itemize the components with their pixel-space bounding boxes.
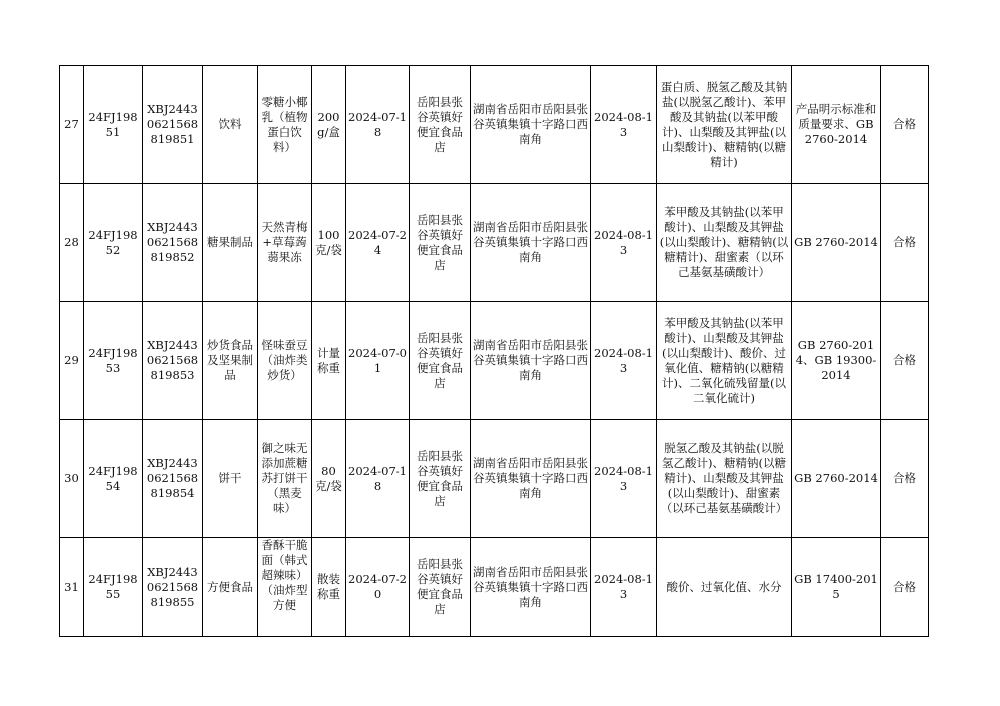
cell-date: 2024-07-18	[346, 420, 410, 538]
cell-address: 湖南省岳阳市岳阳县张谷英镇集镇十字路口西南角	[471, 184, 591, 302]
cell-store: 岳阳县张谷英镇好便宜食品店	[410, 538, 471, 637]
cell-category: 炒货食品及坚果制品	[203, 302, 258, 420]
cell-items: 苯甲酸及其钠盐(以苯甲酸计)、山梨酸及其钾盐(以山梨酸计)、酸价、过氧化值、糖精钠(以糖精计)、二氧化硫残留量(以二氧化硫计)	[657, 302, 792, 420]
cell-sample-id: XBJ24430621568819854	[143, 420, 203, 538]
cell-sample-id: XBJ24430621568819852	[143, 184, 203, 302]
cell-test-date: 2024-08-13	[591, 184, 657, 302]
cell-items: 酸价、过氧化值、水分	[657, 538, 792, 637]
cell-standard: GB 17400-2015	[792, 538, 881, 637]
table-row	[60, 184, 929, 302]
cell-date: 2024-07-24	[346, 184, 410, 302]
cell-result: 合格	[881, 420, 929, 538]
cell-items: 脱氢乙酸及其钠盐(以脱氢乙酸计)、糖精钠(以糖精计)、山梨酸及其钾盐(以山梨酸计)、甜蜜素（以环己基氨基磺酸计）	[657, 420, 792, 538]
cell-standard: GB 2760-2014	[792, 184, 881, 302]
cell-code: 24FJ19854	[84, 420, 143, 538]
table-row	[60, 302, 929, 420]
cell-standard: 产品明示标准和质量要求、GB 2760-2014	[792, 66, 881, 184]
cell-result: 合格	[881, 302, 929, 420]
cell-items: 蛋白质、脱氢乙酸及其钠盐(以脱氢乙酸计)、苯甲酸及其钠盐(以苯甲酸计)、山梨酸及其钾盐(以山梨酸计)、糖精钠(以糖精计)	[657, 66, 792, 184]
cell-sample-id: XBJ24430621568819855	[143, 538, 203, 637]
cell-date: 2024-07-20	[346, 538, 410, 637]
cell-sample-id: XBJ24430621568819853	[143, 302, 203, 420]
cell-no: 30	[60, 420, 84, 538]
cell-test-date: 2024-08-13	[591, 538, 657, 637]
cell-spec: 80克/袋	[312, 420, 346, 538]
cell-code: 24FJ19851	[84, 66, 143, 184]
cell-name: 零糖小椰乳（植物蛋白饮料）	[258, 66, 312, 184]
cell-spec: 100克/袋	[312, 184, 346, 302]
cell-test-date: 2024-08-13	[591, 302, 657, 420]
cell-name: 怪味蚕豆（油炸类炒货）	[258, 302, 312, 420]
cell-result: 合格	[881, 66, 929, 184]
cell-address: 湖南省岳阳市岳阳县张谷英镇集镇十字路口西南角	[471, 420, 591, 538]
cell-address: 湖南省岳阳市岳阳县张谷英镇集镇十字路口西南角	[471, 302, 591, 420]
cell-name	[258, 538, 312, 637]
cell-name-text: 香酥干脆面（韩式超辣味）（油炸型方便	[261, 538, 308, 612]
cell-spec: 计量称重	[312, 302, 346, 420]
cell-name: 御之味无添加蔗糖苏打饼干（黑麦味）	[258, 420, 312, 538]
cell-standard: GB 2760-2014	[792, 420, 881, 538]
cell-date: 2024-07-01	[346, 302, 410, 420]
cell-category: 饮料	[203, 66, 258, 184]
cell-code: 24FJ19855	[84, 538, 143, 637]
cell-store: 岳阳县张谷英镇好便宜食品店	[410, 420, 471, 538]
cell-items: 苯甲酸及其钠盐(以苯甲酸计)、山梨酸及其钾盐(以山梨酸计)、糖精钠(以糖精计)、甜蜜素（以环己基氨基磺酸计）	[657, 184, 792, 302]
cell-store: 岳阳县张谷英镇好便宜食品店	[410, 302, 471, 420]
cell-address: 湖南省岳阳市岳阳县张谷英镇集镇十字路口西南角	[471, 538, 591, 637]
cell-name: 天然青梅+草莓蒟蒻果冻	[258, 184, 312, 302]
cell-code: 24FJ19852	[84, 184, 143, 302]
results-table-wrapper	[59, 65, 929, 637]
cell-no: 29	[60, 302, 84, 420]
cell-store: 岳阳县张谷英镇好便宜食品店	[410, 184, 471, 302]
cell-test-date: 2024-08-13	[591, 66, 657, 184]
cell-store: 岳阳县张谷英镇好便宜食品店	[410, 66, 471, 184]
cell-test-date: 2024-08-13	[591, 420, 657, 538]
cell-sample-id: XBJ24430621568819851	[143, 66, 203, 184]
cell-spec: 散装称重	[312, 538, 346, 637]
cell-result: 合格	[881, 184, 929, 302]
cell-date: 2024-07-18	[346, 66, 410, 184]
cell-category: 糖果制品	[203, 184, 258, 302]
table-row	[60, 66, 929, 184]
table-row	[60, 420, 929, 538]
cell-no: 31	[60, 538, 84, 637]
results-table	[59, 65, 929, 637]
cell-no: 28	[60, 184, 84, 302]
cell-category: 方便食品	[203, 538, 258, 637]
cell-code: 24FJ19853	[84, 302, 143, 420]
cell-address: 湖南省岳阳市岳阳县张谷英镇集镇十字路口西南角	[471, 66, 591, 184]
table-row	[60, 538, 929, 637]
cell-spec: 200g/盒	[312, 66, 346, 184]
cell-result: 合格	[881, 538, 929, 637]
cell-standard: GB 2760-2014、GB 19300-2014	[792, 302, 881, 420]
cell-category: 饼干	[203, 420, 258, 538]
cell-no: 27	[60, 66, 84, 184]
